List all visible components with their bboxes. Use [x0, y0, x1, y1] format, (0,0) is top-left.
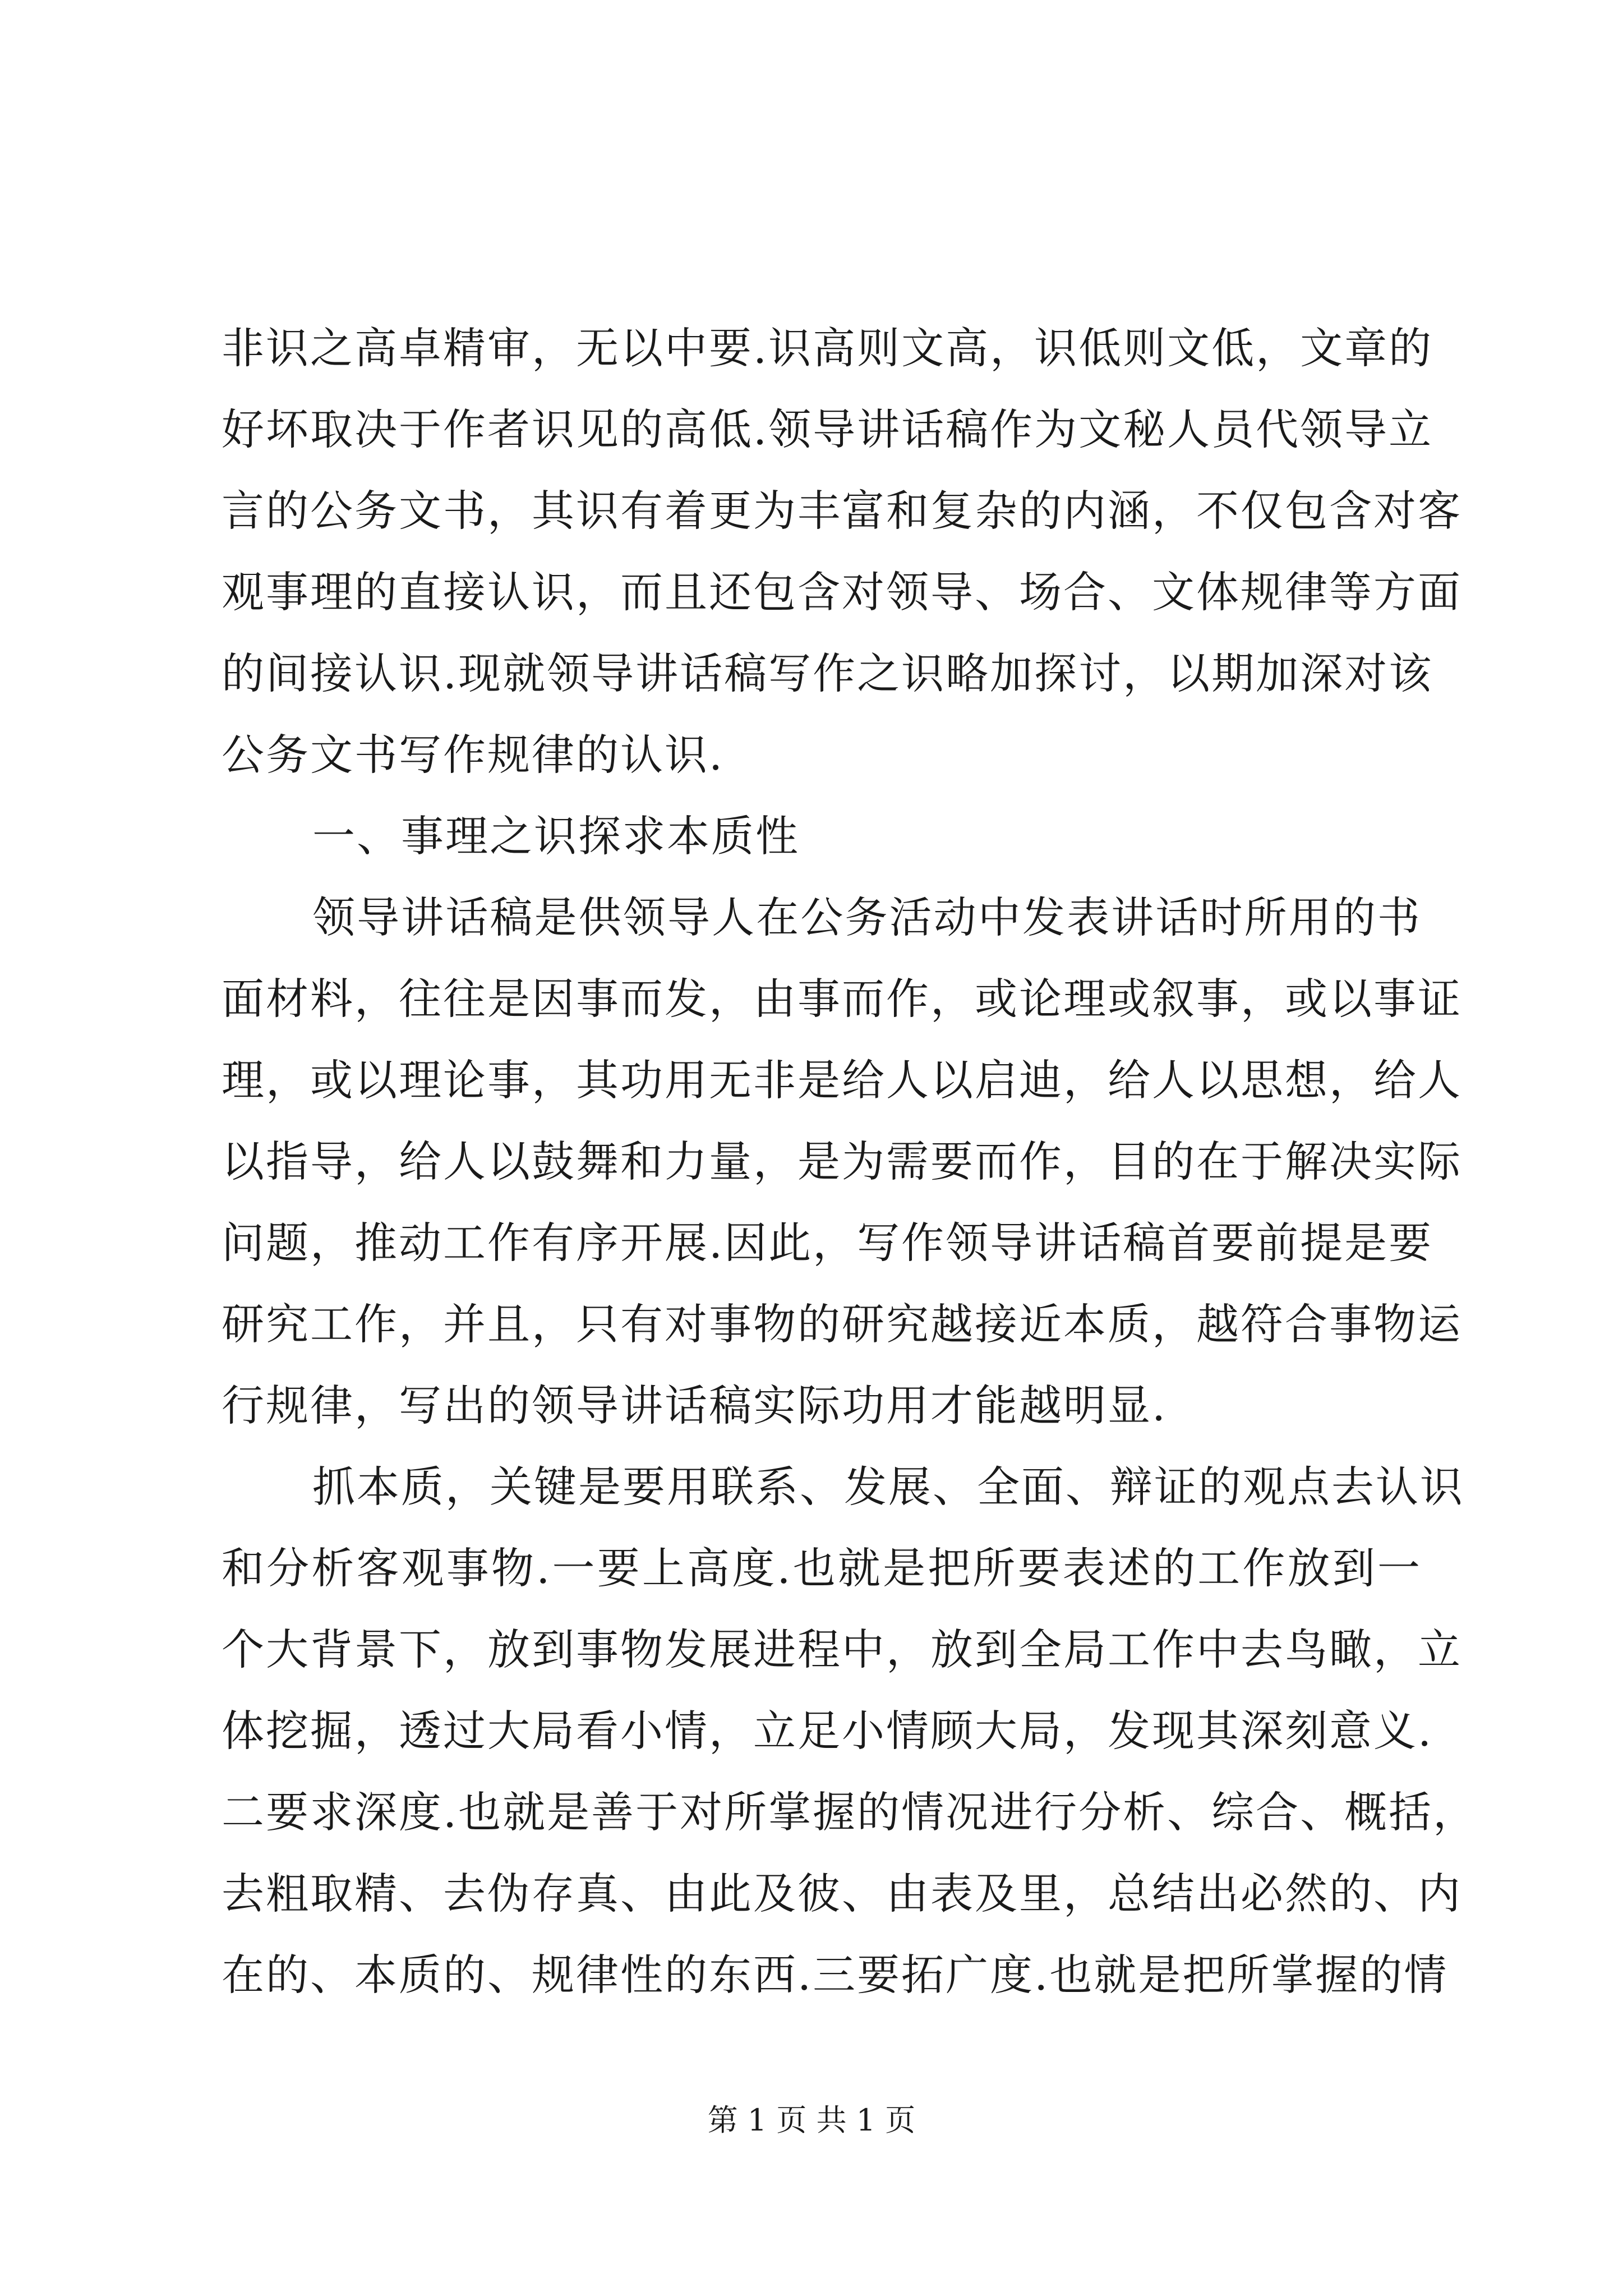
text-line: 抓本质，关键是要用联系、发展、全面、辩证的观点去认识: [312, 1462, 1464, 1512]
text-line: 观事理的直接认识，而且还包含对领导、场合、文体规律等方面: [222, 567, 1462, 617]
text-line: 研究工作，并且，只有对事物的研究越接近本质，越符合事物运: [222, 1299, 1462, 1349]
text-line: 的间接认识.现就领导讲话稿写作之识略加探讨，以期加深对该: [222, 648, 1433, 698]
text-line: 好坏取决于作者识见的高低.领导讲话稿作为文秘人员代领导立: [222, 404, 1433, 454]
document-body: [222, 307, 1478, 2016]
text-line: 和分析客观事物.一要上高度.也就是把所要表述的工作放到一: [222, 1543, 1422, 1593]
text-line: 去粗取精、去伪存真、由此及彼、由表及里，总结出必然的、内: [222, 1869, 1462, 1918]
text-line: 二要求深度.也就是善于对所掌握的情况进行分析、综合、概括，: [222, 1787, 1478, 1837]
text-line: 领导讲话稿是供领导人在公务活动中发表讲话时所用的书: [312, 892, 1422, 942]
text-line: 体挖掘，透过大局看小情，立足小情顾大局，发现其深刻意义.: [222, 1706, 1433, 1756]
text-line: 问题，推动工作有序开展.因此，写作领导讲话稿首要前提是要: [222, 1218, 1433, 1268]
section-heading: 一、事理之识探求本质性: [312, 811, 800, 861]
text-line: 以指导，给人以鼓舞和力量，是为需要而作，目的在于解决实际: [222, 1137, 1462, 1186]
text-line: 在的、本质的、规律性的东西.三要拓广度.也就是把所掌握的情: [222, 1950, 1449, 2000]
text-line: 言的公务文书，其识有着更为丰富和复杂的内涵，不仅包含对客: [222, 486, 1462, 536]
text-line: 个大背景下，放到事物发展进程中，放到全局工作中去鸟瞰，立: [222, 1625, 1462, 1674]
text-line: 行规律，写出的领导讲话稿实际功用才能越明显.: [222, 1381, 1168, 1430]
text-line: 公务文书写作规律的认识.: [222, 730, 725, 780]
text-line: 理，或以理论事，其功用无非是给人以启迪，给人以思想，给人: [222, 1055, 1462, 1105]
page-number-footer: 第 1 页 共 1 页: [707, 2102, 916, 2138]
text-line: 非识之高卓精审，无以中要.识高则文高，识低则文低，文章的: [222, 323, 1433, 373]
text-line: 面材料，往往是因事而发，由事而作，或论理或叙事，或以事证: [222, 974, 1462, 1024]
